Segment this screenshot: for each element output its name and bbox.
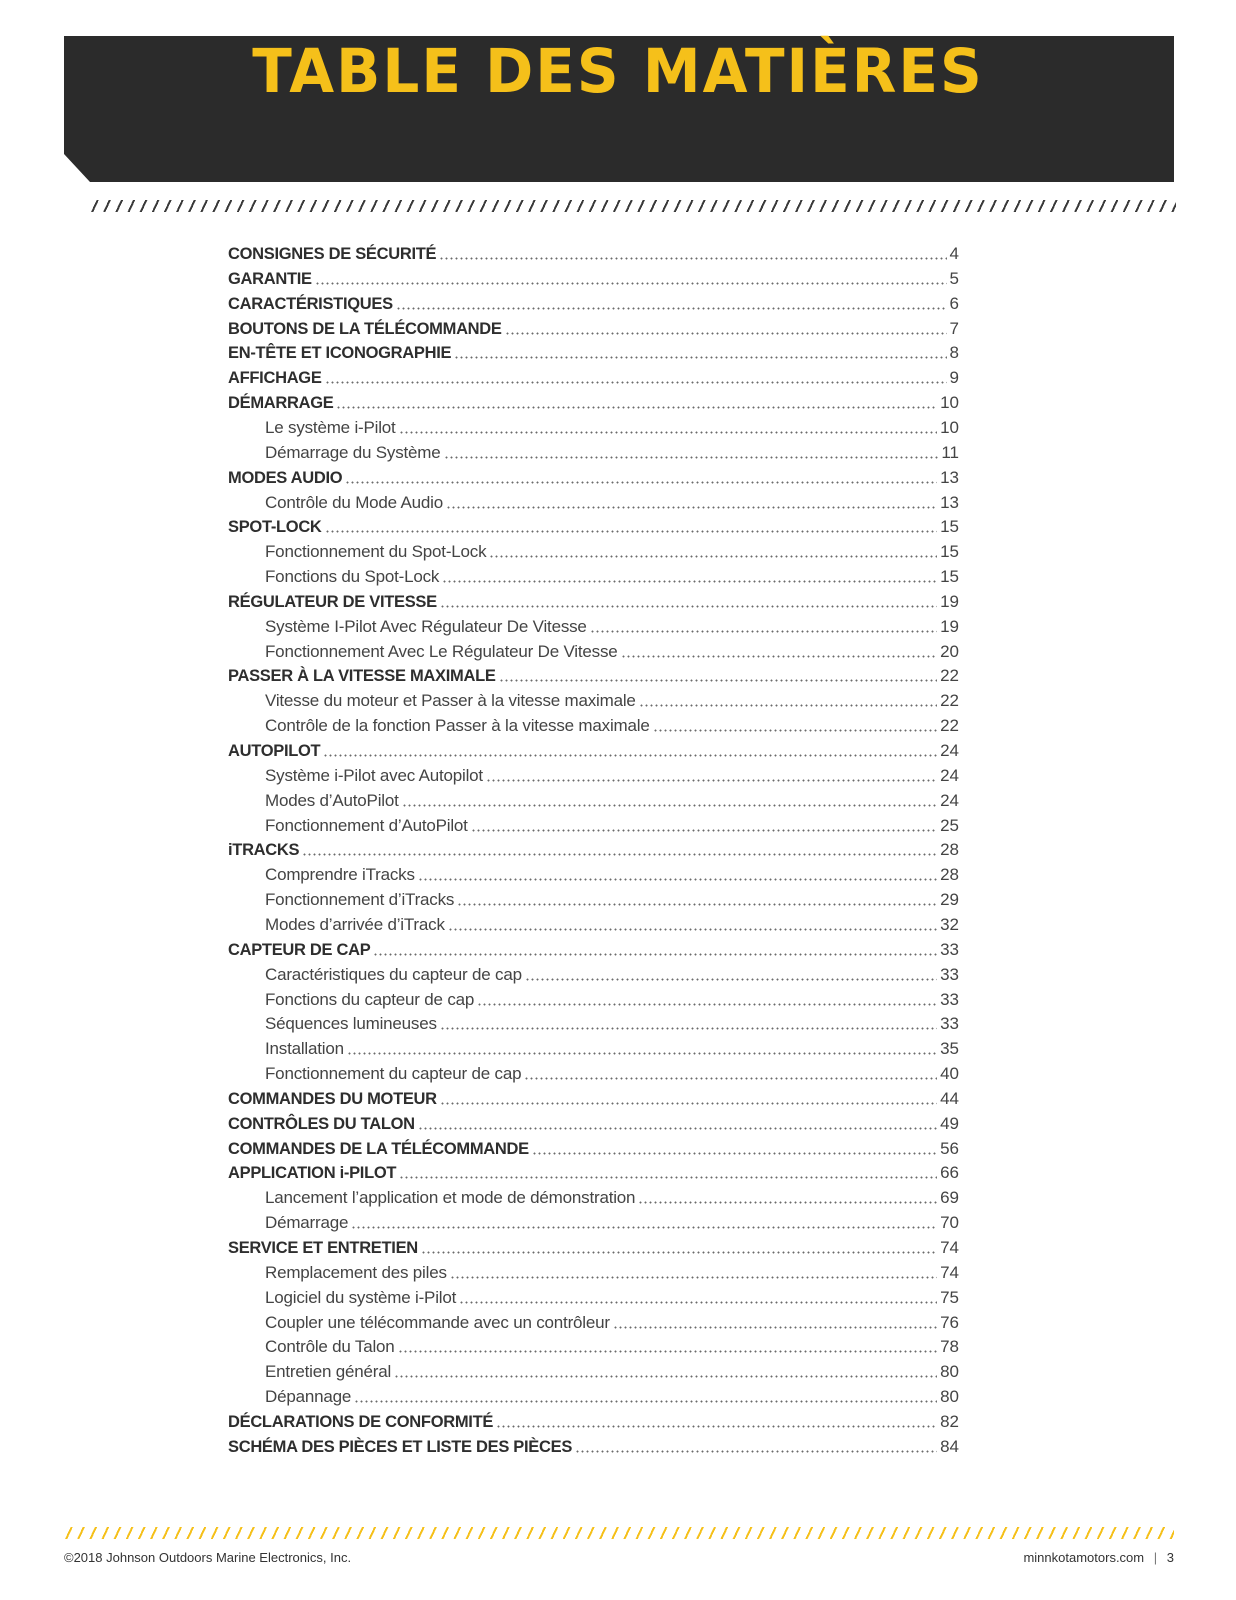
toc-page-number: 28: [940, 840, 959, 860]
toc-dot-leader: [499, 679, 938, 682]
toc-dot-leader: [653, 729, 938, 732]
toc-subsection[interactable]: [265, 540, 959, 564]
toc-dot-leader: [621, 655, 938, 658]
toc-dot-leader: [486, 779, 937, 782]
toc-entry-label: RÉGULATEUR DE VITESSE: [228, 592, 437, 611]
toc-entry-label: CONTRÔLES DU TALON: [228, 1114, 415, 1133]
toc-section[interactable]: [228, 938, 959, 962]
toc-dot-leader: [323, 754, 937, 757]
toc-subsection[interactable]: [265, 416, 959, 440]
toc-page-number: 29: [940, 890, 959, 910]
toc-section[interactable]: [228, 1435, 959, 1459]
toc-entry-label: CAPTEUR DE CAP: [228, 940, 371, 959]
toc-page-number: 80: [940, 1362, 959, 1382]
footer-website[interactable]: minnkotamotors.com: [1023, 1550, 1145, 1565]
toc-page-number: 80: [940, 1387, 959, 1407]
toc-page-number: 22: [940, 691, 959, 711]
toc-page-number: 10: [940, 417, 959, 437]
toc-entry-label: Dépannage: [265, 1387, 352, 1407]
toc-entry-label: Remplacement des piles: [265, 1262, 447, 1282]
toc-entry-label: DÉMARRAGE: [228, 394, 334, 413]
toc-section[interactable]: [228, 391, 959, 415]
toc-entry-label: Comprendre iTracks: [265, 865, 415, 885]
toc-dot-leader: [421, 1251, 937, 1254]
toc-entry-label: Installation: [265, 1039, 344, 1059]
toc-page-number: 7: [949, 318, 959, 338]
toc-entry-label: Logiciel du système i-Pilot: [265, 1287, 457, 1307]
toc-entry-label: Démarrage: [265, 1213, 349, 1233]
toc-entry-label: Modes d’AutoPilot: [265, 790, 399, 810]
toc-dot-leader: [590, 630, 937, 633]
toc-entry-label: SPOT-LOCK: [228, 518, 322, 537]
toc-subsection[interactable]: [265, 1186, 959, 1210]
toc-page-number: 19: [940, 591, 959, 611]
toc-section[interactable]: [228, 515, 959, 539]
toc-dot-leader: [448, 928, 937, 931]
toc-section[interactable]: [228, 267, 959, 291]
toc-dot-leader: [402, 804, 937, 807]
toc-dot-leader: [315, 282, 947, 285]
toc-section[interactable]: [228, 466, 959, 490]
toc-subsection[interactable]: [265, 689, 959, 713]
toc-entry-label: DÉCLARATIONS DE CONFORMITÉ: [228, 1412, 494, 1431]
toc-dot-leader: [440, 1027, 937, 1030]
toc-entry-label: Coupler une télécommande avec un contrôleur: [265, 1312, 610, 1332]
toc-entry-label: Fonctions du Spot-Lock: [265, 567, 440, 587]
toc-dot-leader: [532, 1152, 937, 1155]
toc-entry-label: CARACTÉRISTIQUES: [228, 294, 393, 313]
toc-page-number: 78: [940, 1337, 959, 1357]
toc-entry-label: AUTOPILOT: [228, 742, 321, 760]
toc-dot-leader: [325, 530, 938, 533]
toc-page-number: 9: [949, 368, 959, 388]
toc-entry-label: BOUTONS DE LA TÉLÉCOMMANDE: [228, 319, 502, 338]
toc-page-number: 84: [940, 1436, 959, 1456]
toc-entry-label: SCHÉMA DES PIÈCES ET LISTE DES PIÈCES: [228, 1437, 573, 1456]
toc-dot-leader: [398, 1350, 938, 1353]
toc-page-number: 10: [940, 393, 959, 413]
toc-subsection[interactable]: [265, 441, 959, 465]
toc-dot-leader: [575, 1450, 937, 1453]
toc-page-number: 28: [940, 865, 959, 885]
toc-page-number: 33: [940, 964, 959, 984]
toc-subsection[interactable]: [265, 1385, 959, 1409]
toc-page-number: 5: [949, 268, 959, 288]
toc-page-number: 74: [940, 1238, 959, 1257]
toc-dot-leader: [439, 257, 946, 260]
toc-dot-leader: [440, 605, 937, 608]
toc-subsection[interactable]: [265, 764, 959, 788]
toc-section[interactable]: [228, 739, 959, 763]
toc-entry-label: Fonctionnement du capteur de cap: [265, 1064, 522, 1084]
toc-page-number: 13: [940, 492, 959, 512]
toc-page-number: 22: [940, 666, 959, 686]
toc-page-number: 40: [940, 1064, 959, 1084]
toc-dot-leader: [351, 1226, 937, 1229]
toc-dot-leader: [345, 481, 937, 484]
toc-section[interactable]: [228, 1236, 959, 1260]
toc-dot-leader: [442, 580, 937, 583]
toc-page-number: 15: [940, 567, 959, 587]
toc-subsection[interactable]: [265, 1012, 959, 1036]
decorative-hatch-bottom: [64, 1527, 1174, 1539]
toc-page-number: 76: [940, 1312, 959, 1332]
toc-entry-label: Caractéristiques du capteur de cap: [265, 964, 522, 984]
toc-page-number: 35: [940, 1039, 959, 1059]
toc-entry-label: COMMANDES DU MOTEUR: [228, 1089, 437, 1108]
toc-entry-label: Contrôle de la fonction Passer à la vitesse maximale: [265, 716, 650, 736]
toc-page-number: 15: [940, 542, 959, 562]
toc-entry-label: iTRACKS: [228, 841, 300, 860]
toc-dot-leader: [418, 1127, 937, 1130]
toc-page-number: 32: [940, 914, 959, 934]
toc-entry-label: Modes d’arrivée d’iTrack: [265, 914, 445, 934]
toc-page-number: 11: [941, 442, 959, 462]
toc-page-number: 70: [940, 1213, 959, 1233]
toc-entry-label: Démarrage du Système: [265, 442, 441, 462]
toc-dot-leader: [613, 1326, 937, 1329]
toc-entry-label: EN-TÊTE ET ICONOGRAPHIE: [228, 344, 452, 363]
toc-page-number: 24: [940, 790, 959, 810]
toc-dot-leader: [399, 431, 938, 434]
toc-page-number: 22: [940, 716, 959, 736]
toc-entry-label: Fonctionnement d’AutoPilot: [265, 815, 468, 835]
toc-entry-label: Fonctions du capteur de cap: [265, 989, 475, 1009]
toc-subsection[interactable]: [265, 565, 959, 589]
toc-subsection[interactable]: [265, 1311, 959, 1335]
toc-page-number: 6: [949, 293, 959, 313]
toc-entry-label: AFFICHAGE: [228, 369, 322, 388]
toc-dot-leader: [373, 953, 937, 956]
toc-dot-leader: [399, 1176, 937, 1179]
toc-section[interactable]: [228, 1137, 959, 1161]
toc-subsection[interactable]: [265, 1261, 959, 1285]
toc-page-number: 8: [949, 343, 959, 363]
toc-section[interactable]: [228, 838, 959, 862]
toc-page-number: 24: [940, 741, 959, 760]
toc-entry-label: Lancement l’application et mode de démonstration: [265, 1188, 636, 1208]
toc-dot-leader: [347, 1052, 937, 1055]
toc-dot-leader: [454, 356, 946, 359]
toc-page-number: 44: [940, 1088, 959, 1108]
toc-entry-label: COMMANDES DE LA TÉLÉCOMMANDE: [228, 1139, 529, 1158]
toc-subsection[interactable]: [265, 1037, 959, 1061]
toc-dot-leader: [639, 704, 937, 707]
toc-dot-leader: [444, 456, 939, 459]
toc-dot-leader: [336, 406, 937, 409]
footer-right: [1023, 1550, 1174, 1565]
toc-entry-label: PASSER À LA VITESSE MAXIMALE: [228, 667, 496, 686]
toc-section[interactable]: [228, 242, 959, 266]
toc-dot-leader: [525, 978, 937, 981]
toc-section[interactable]: [228, 366, 959, 390]
toc-entry-label: Séquences lumineuses: [265, 1014, 437, 1034]
footer-page-number: 3: [1166, 1550, 1174, 1565]
toc-dot-leader: [471, 829, 937, 832]
toc-dot-leader: [457, 903, 937, 906]
toc-page-number: 82: [940, 1411, 959, 1431]
toc-page-number: 13: [940, 467, 959, 487]
toc-subsection[interactable]: [265, 491, 959, 515]
toc-dot-leader: [496, 1425, 937, 1428]
toc-page-number: 49: [940, 1113, 959, 1133]
toc-page-number: 33: [940, 989, 959, 1009]
toc-dot-leader: [459, 1301, 937, 1304]
toc-page-number: 33: [940, 939, 959, 959]
toc-entry-label: Le système i-Pilot: [265, 417, 396, 437]
toc-entry-label: Entretien général: [265, 1362, 392, 1382]
toc-page-number: 66: [940, 1163, 959, 1183]
toc-subsection[interactable]: [265, 963, 959, 987]
toc-dot-leader: [396, 307, 947, 310]
toc-entry-label: Fonctionnement d’iTracks: [265, 890, 455, 910]
toc-subsection[interactable]: [265, 1335, 959, 1359]
toc-entry-label: CONSIGNES DE SÉCURITÉ: [228, 245, 437, 263]
footer-separator: |: [1153, 1550, 1158, 1565]
toc-section[interactable]: [228, 341, 959, 365]
toc-entry-label: Contrôle du Mode Audio: [265, 492, 444, 512]
toc-subsection[interactable]: [265, 863, 959, 887]
toc-section[interactable]: [228, 1410, 959, 1434]
toc-page-number: 74: [940, 1262, 959, 1282]
toc-entry-label: SERVICE ET ENTRETIEN: [228, 1239, 418, 1257]
toc-subsection[interactable]: [265, 789, 959, 813]
toc-dot-leader: [489, 555, 937, 558]
toc-dot-leader: [418, 878, 937, 881]
toc-entry-label: Fonctionnement du Spot-Lock: [265, 542, 487, 562]
toc-page-number: 4: [949, 244, 959, 263]
toc-dot-leader: [440, 1102, 937, 1105]
toc-page-number: 69: [940, 1188, 959, 1208]
toc-page-number: 75: [940, 1287, 959, 1307]
toc-subsection[interactable]: [265, 615, 959, 639]
toc-subsection[interactable]: [265, 913, 959, 937]
toc-subsection[interactable]: [265, 1211, 959, 1235]
toc-entry-label: APPLICATION i-PILOT: [228, 1164, 397, 1183]
toc-dot-leader: [394, 1375, 937, 1378]
toc-subsection[interactable]: [265, 640, 959, 664]
toc-entry-label: Vitesse du moteur et Passer à la vitesse maximale: [265, 691, 636, 711]
toc-subsection[interactable]: [265, 1360, 959, 1384]
toc-page-number: 33: [940, 1014, 959, 1034]
toc-section[interactable]: [228, 1087, 959, 1111]
toc-page-number: 20: [940, 641, 959, 661]
toc-entry-label: Fonctionnement Avec Le Régulateur De Vitesse: [265, 641, 618, 661]
toc-dot-leader: [477, 1003, 937, 1006]
toc-section[interactable]: [228, 590, 959, 614]
toc-section[interactable]: [228, 292, 959, 316]
toc-page-number: 15: [940, 517, 959, 537]
toc-section[interactable]: [228, 664, 959, 688]
toc-subsection[interactable]: [265, 714, 959, 738]
toc-entry-label: Système I-Pilot Avec Régulateur De Vitesse: [265, 616, 587, 636]
footer-copyright: ©2018 Johnson Outdoors Marine Electronics, Inc.: [64, 1550, 352, 1565]
toc-dot-leader: [524, 1077, 937, 1080]
toc-dot-leader: [638, 1201, 937, 1204]
toc-dot-leader: [505, 332, 947, 335]
toc-dot-leader: [325, 381, 947, 384]
toc-page-number: 25: [940, 815, 959, 835]
toc-subsection[interactable]: [265, 1062, 959, 1086]
toc-dot-leader: [302, 853, 937, 856]
toc-section[interactable]: [228, 1112, 959, 1136]
toc-subsection[interactable]: [265, 814, 959, 838]
toc-section[interactable]: [228, 317, 959, 341]
toc-subsection[interactable]: [265, 1286, 959, 1310]
toc-section[interactable]: [228, 1161, 959, 1185]
toc-entry-label: Système i-Pilot avec Autopilot: [265, 765, 483, 785]
toc-entry-label: Contrôle du Talon: [265, 1337, 395, 1357]
decorative-hatch-top: [90, 200, 1176, 212]
toc-page-number: 56: [940, 1138, 959, 1158]
toc-dot-leader: [450, 1276, 937, 1279]
toc-subsection[interactable]: [265, 988, 959, 1012]
page-title: TABLE DES MATIÈRES: [252, 35, 984, 107]
toc-entry-label: MODES AUDIO: [228, 468, 343, 487]
toc-page-number: 24: [940, 765, 959, 785]
toc-dot-leader: [354, 1400, 937, 1403]
toc-dot-leader: [446, 506, 937, 509]
toc-entry-label: GARANTIE: [228, 269, 312, 288]
toc-page-number: 19: [940, 616, 959, 636]
toc-subsection[interactable]: [265, 888, 959, 912]
